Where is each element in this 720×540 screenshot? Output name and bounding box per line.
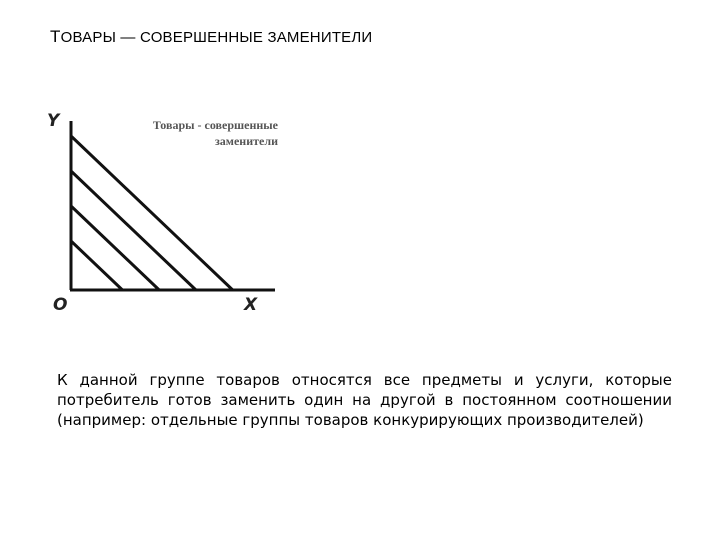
indifference-curves-graph <box>40 105 290 320</box>
description-text: К данной группе товаров относятся все предметы и услуги, которые потребитель готов заменить один на другой в постоянном соотношении (например: отдельные группы товаров конкурирующих производителей) <box>57 371 672 429</box>
slide-title <box>50 27 372 47</box>
indifference-lines <box>71 136 233 290</box>
indifference-line-2 <box>71 171 196 290</box>
x-axis-label: X <box>244 295 258 315</box>
indifference-line-1 <box>71 136 233 290</box>
slide-title-initial: Т <box>50 27 61 46</box>
indifference-line-3 <box>71 206 159 290</box>
curve-label: Товары - совершенные заменители <box>152 118 278 148</box>
y-axis-label: Y <box>47 111 60 131</box>
slide-title-rest: ОВАРЫ — СОВЕРШЕННЫЕ ЗАМЕНИТЕЛИ <box>60 29 373 46</box>
origin-label: O <box>53 295 68 315</box>
